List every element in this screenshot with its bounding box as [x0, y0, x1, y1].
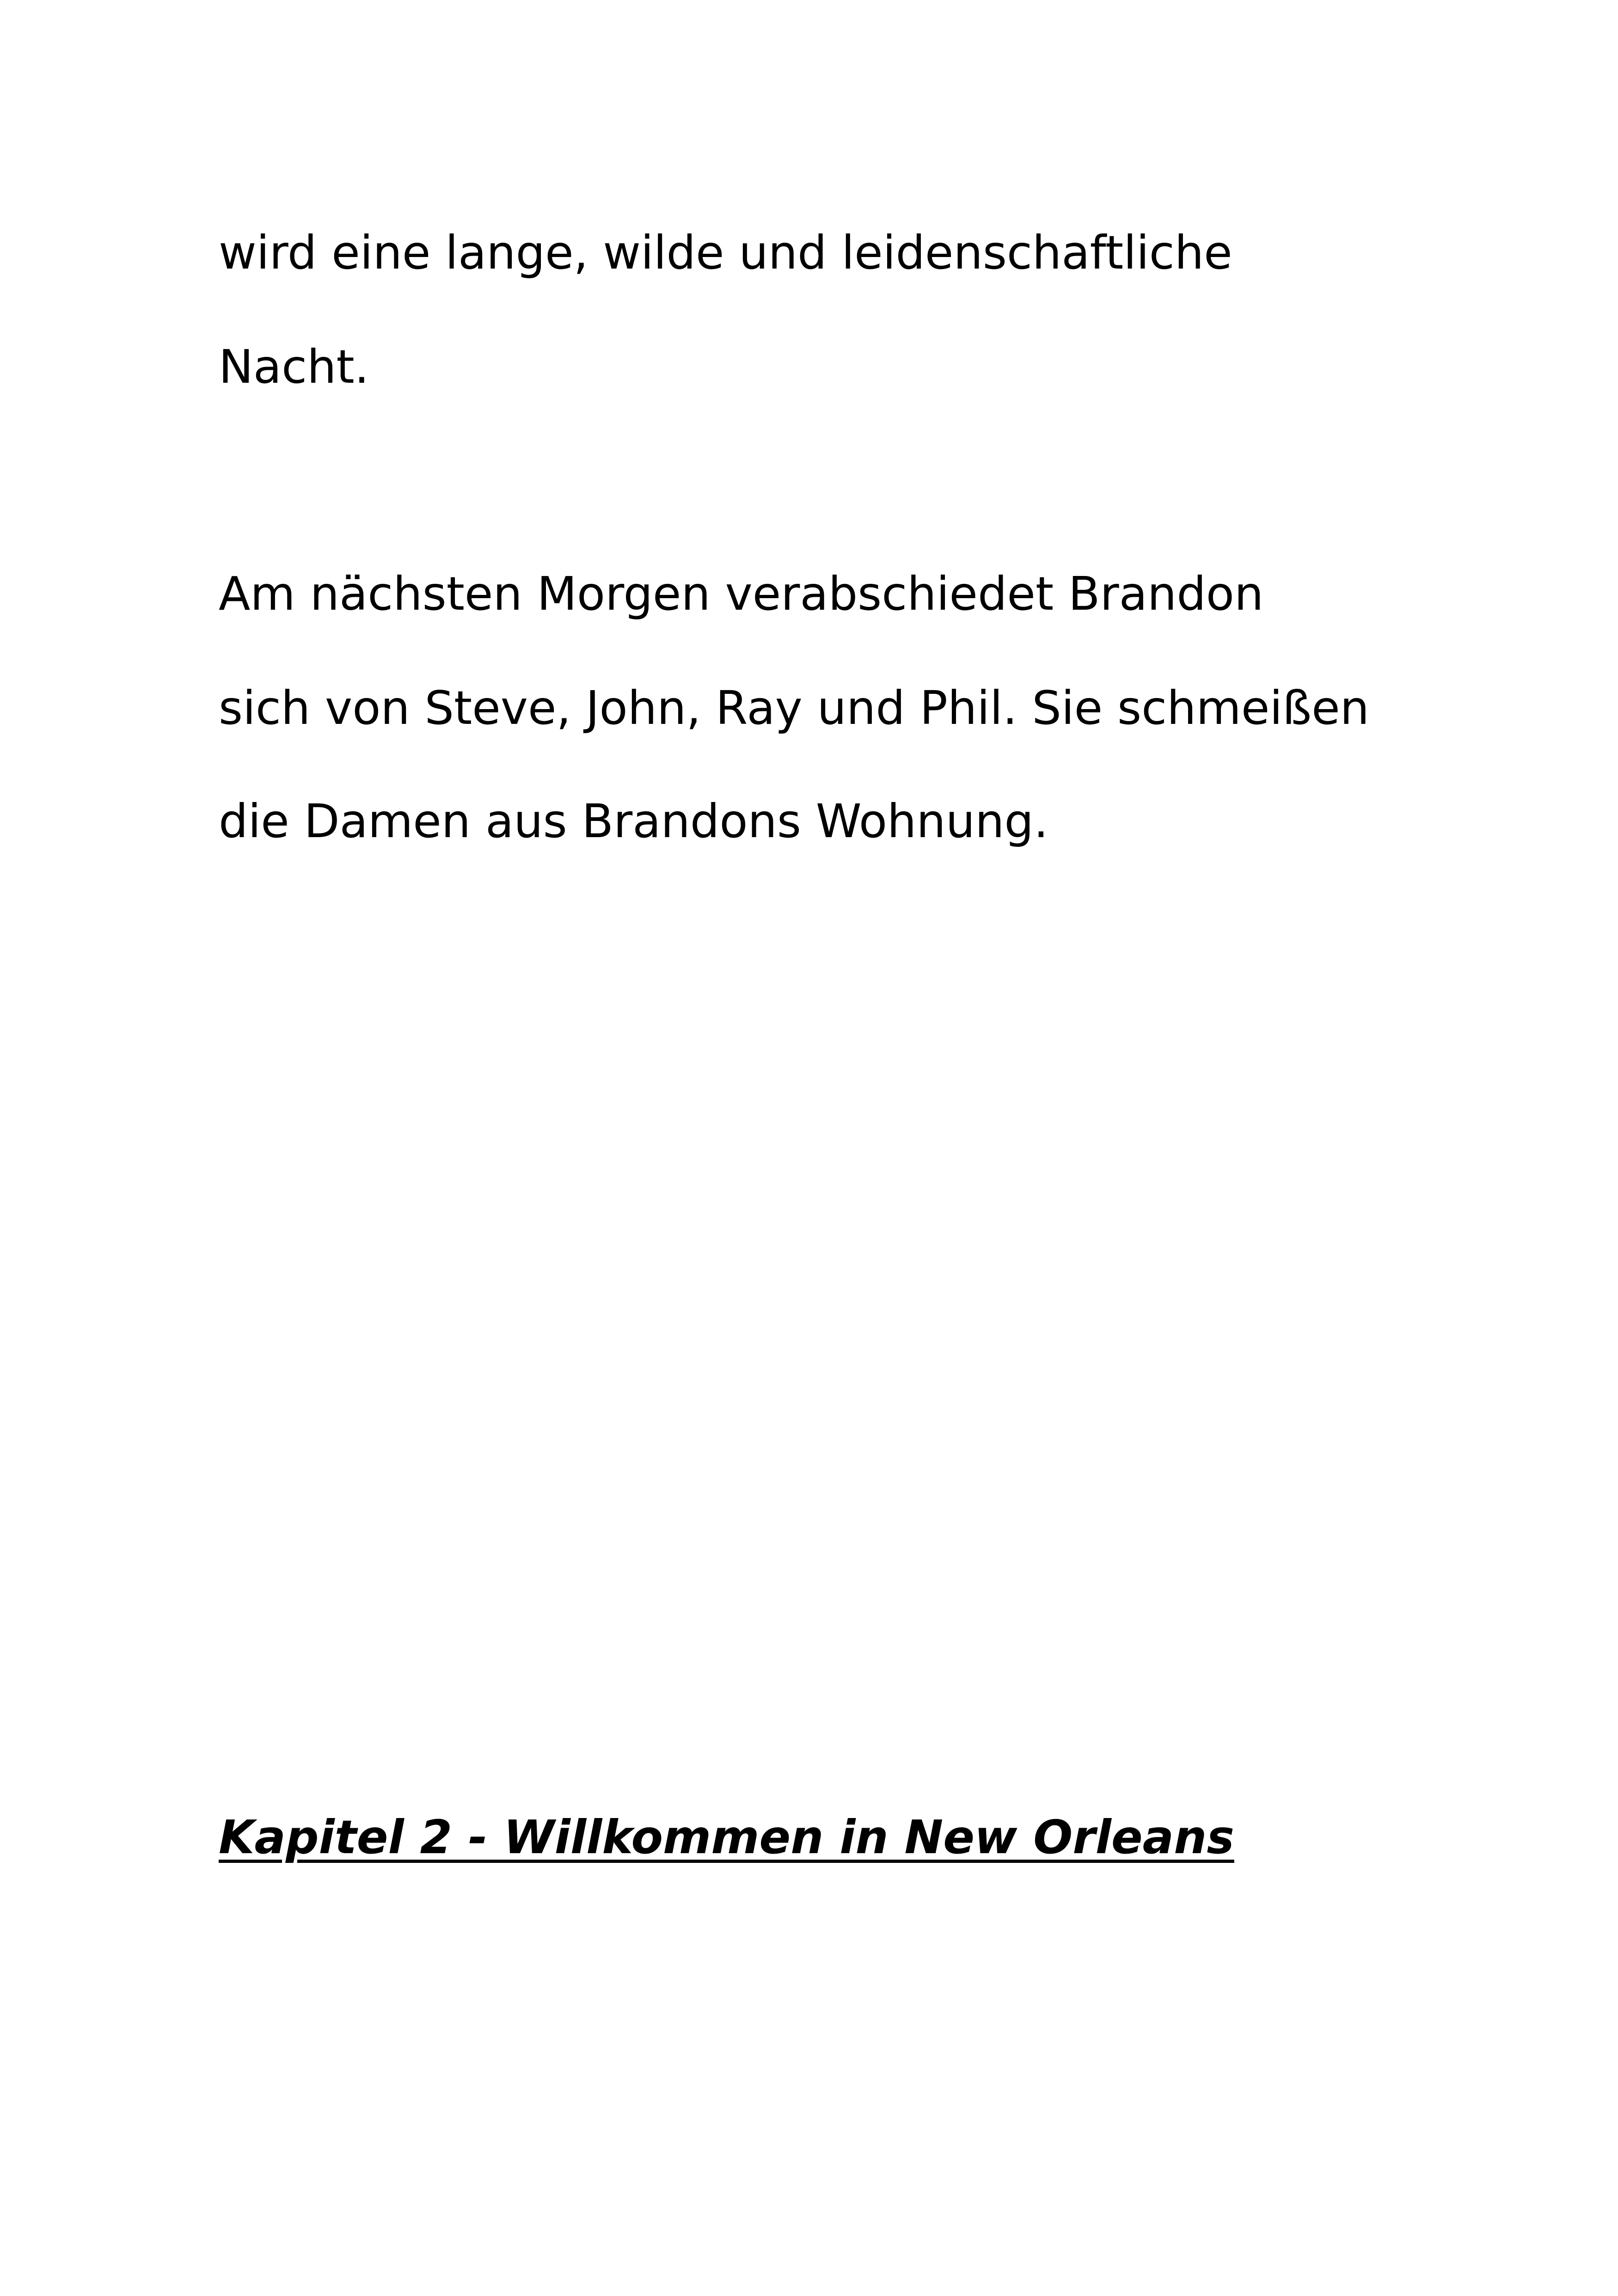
chapter-heading: Kapitel 2 - Willkommen in New Orleans: [219, 1810, 1234, 1864]
paragraph-1-line-1: wird eine lange, wilde und leidenschaftliche: [219, 226, 1232, 280]
paragraph-2-line-1: Am nächsten Morgen verabschiedet Brandon: [219, 567, 1264, 621]
paragraph-2-line-3: die Damen aus Brandons Wohnung.: [219, 794, 1048, 848]
paragraph-1-line-2: Nacht.: [219, 340, 369, 394]
paragraph-2-line-2: sich von Steve, John, Ray und Phil. Sie schmeißen: [219, 681, 1370, 735]
